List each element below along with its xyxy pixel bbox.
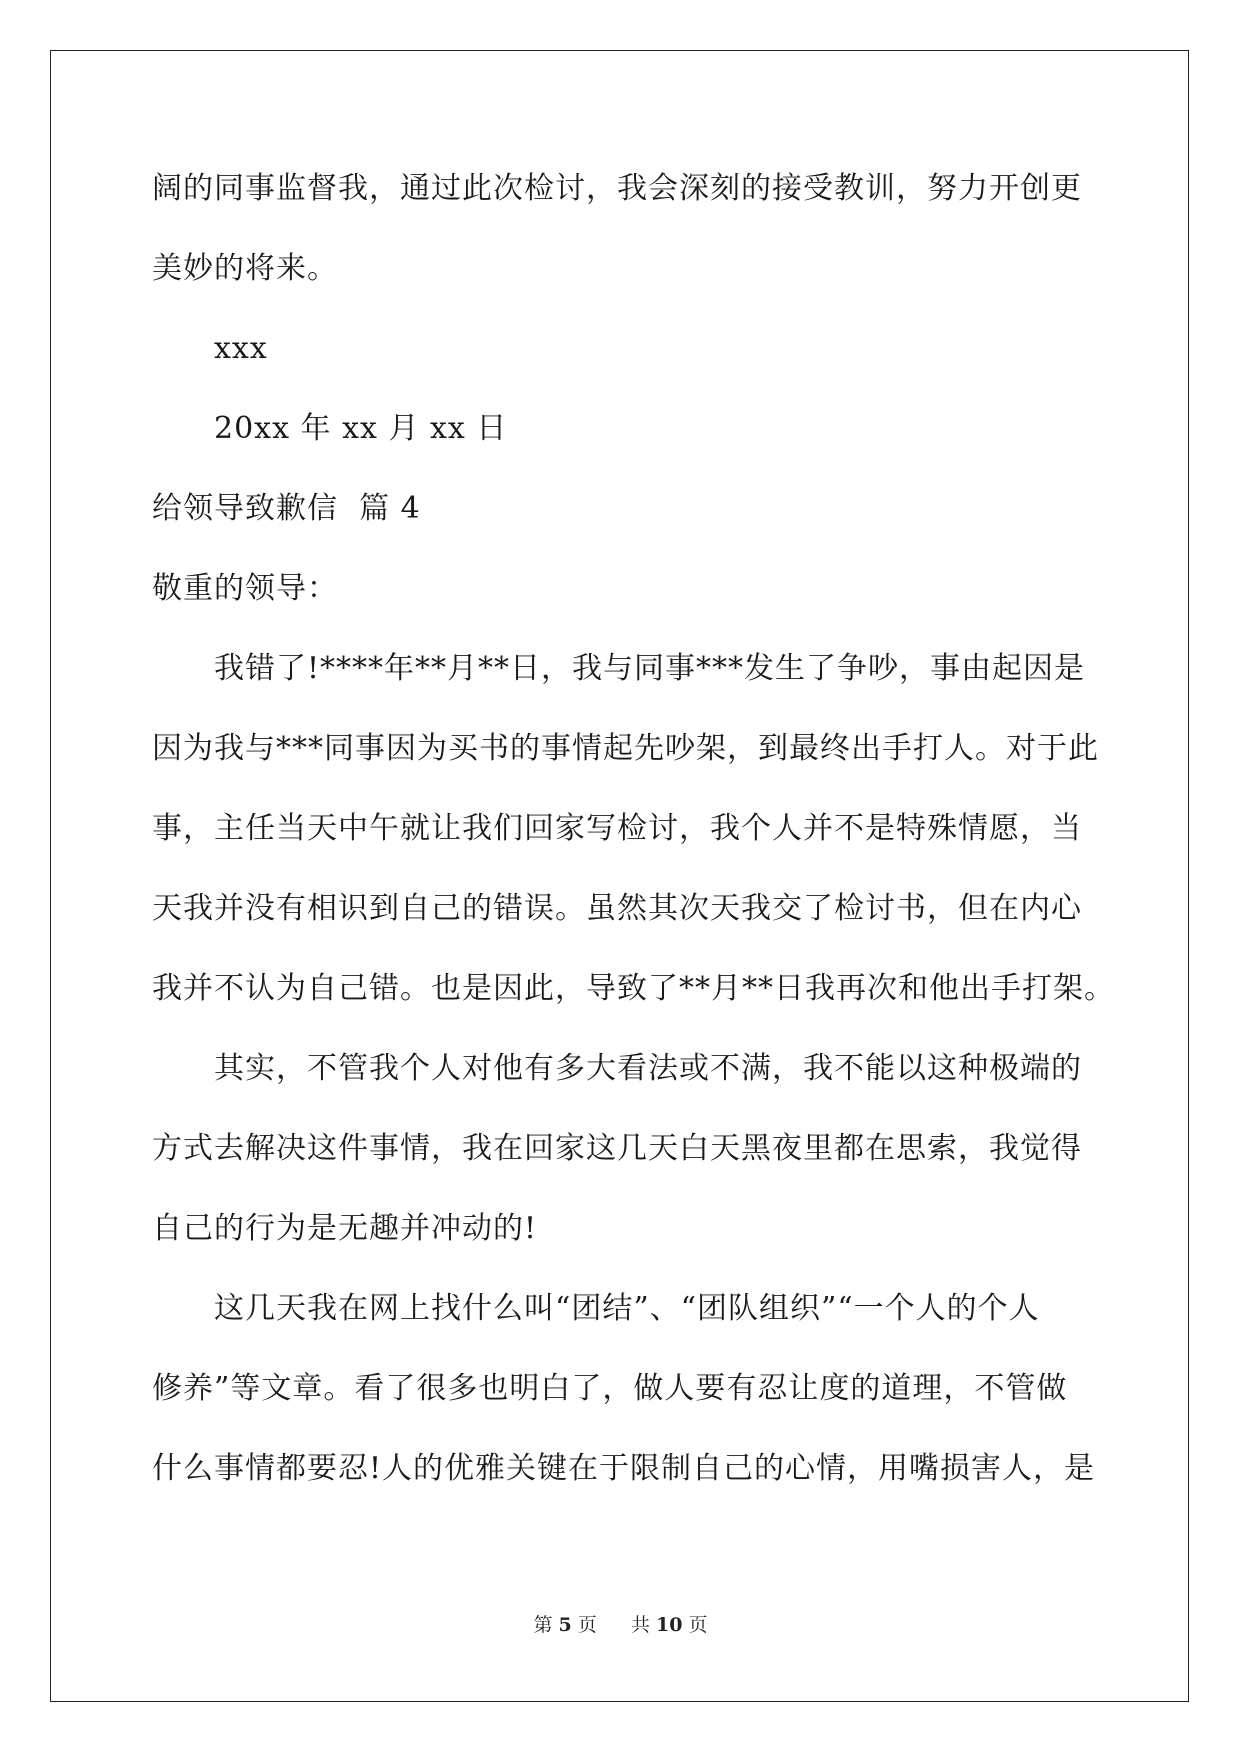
text-line: 其实，不管我个人对他有多大看法或不满，我不能以这种极端的 xyxy=(214,1051,1082,1086)
section-heading: 给领导致歉信 篇 4 xyxy=(152,491,421,526)
text-line: 事，主任当天中午就让我们回家写检讨，我个人并不是特殊情愿，当 xyxy=(152,811,1082,846)
text-line: 我并不认为自己错。也是因此，导致了**月**日我再次和他出手打架。 xyxy=(152,971,1115,1006)
text-line: 自己的行为是无趣并冲动的! xyxy=(152,1211,538,1246)
total-suffix: 页 xyxy=(688,1614,708,1636)
page-current: 5 xyxy=(558,1614,572,1636)
page-suffix: 页 xyxy=(577,1614,597,1636)
page-prefix: 第 xyxy=(533,1614,553,1636)
salutation: 敬重的领导： xyxy=(152,571,338,606)
page-total: 10 xyxy=(656,1614,683,1636)
text-line: 什么事情都要忍!人的优雅关键在于限制自己的心情，用嘴损害人，是 xyxy=(152,1451,1096,1486)
page-footer xyxy=(0,1613,1241,1637)
text-line: 阔的同事监督我，通过此次检讨，我会深刻的接受教训，努力开创更 xyxy=(152,171,1082,206)
text-line: 我错了!****年**月**日，我与同事***发生了争吵，事由起因是 xyxy=(214,651,1086,686)
text-line: 因为我与***同事因为买书的事情起先吵架，到最终出手打人。对于此 xyxy=(152,731,1099,766)
signature-name: xxx xyxy=(214,331,268,366)
text-line: 方式去解决这件事情，我在回家这几天白天黑夜里都在思索，我觉得 xyxy=(152,1131,1082,1166)
text-line: 天我并没有相识到自己的错误。虽然其次天我交了检讨书，但在内心 xyxy=(152,891,1082,926)
signature-date: 20xx 年 xx 月 xx 日 xyxy=(214,411,508,446)
text-line: 美妙的将来。 xyxy=(152,251,338,286)
text-line: 修养”等文章。看了很多也明白了，做人要有忍让度的道理，不管做 xyxy=(152,1371,1068,1406)
total-prefix: 共 xyxy=(630,1614,650,1636)
text-line: 这几天我在网上找什么叫“团结”、“团队组织”“一个人的个人 xyxy=(214,1291,1040,1326)
